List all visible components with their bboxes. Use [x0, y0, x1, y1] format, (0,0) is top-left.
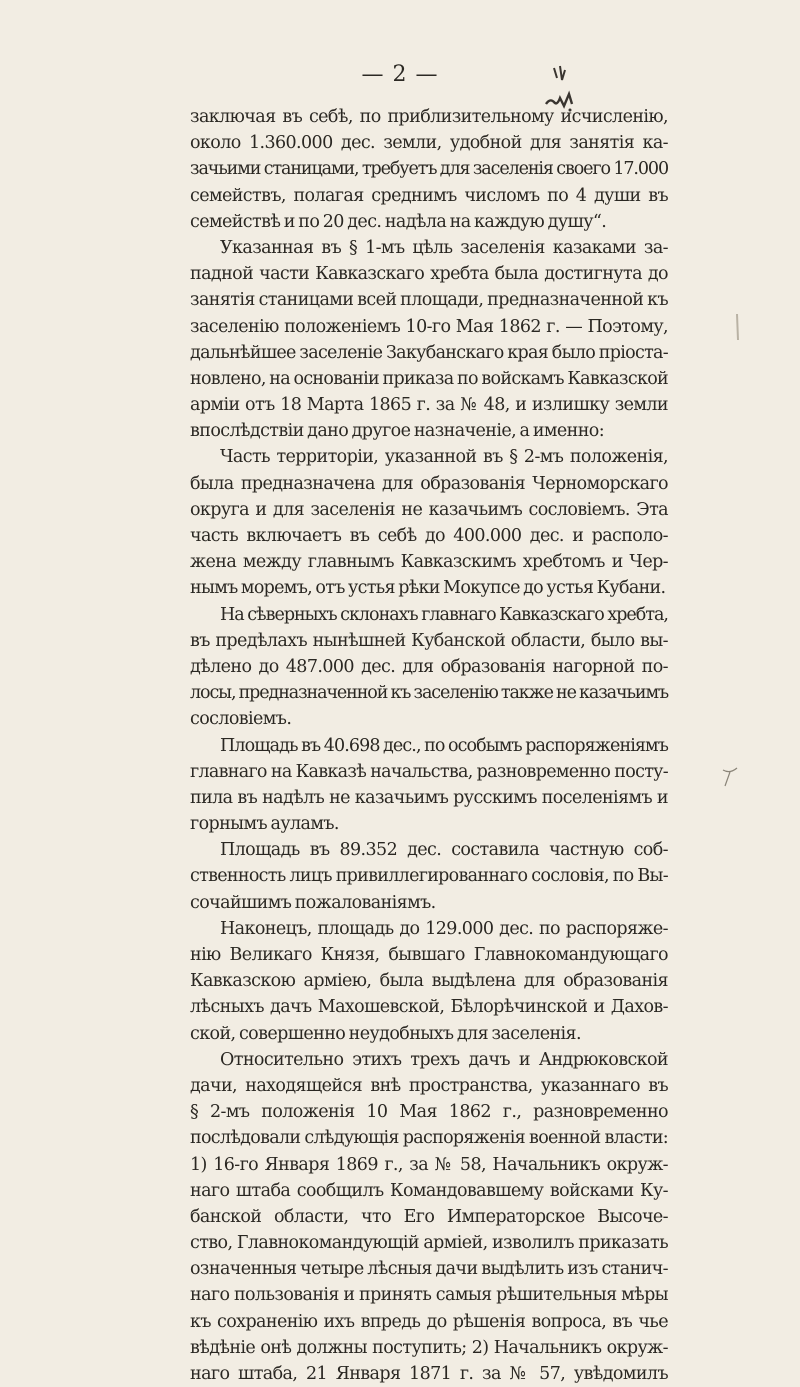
text-line: семействъ, полагая среднимъ числомъ по 4 души въ: [190, 185, 668, 206]
text-line: около 1.360.000 дес. земли, удобной для занятія ка-: [190, 133, 668, 154]
text-line: дальнѣйшее заселеніе Закубанскаго края было пріоста-: [190, 342, 668, 363]
text-line: зачьими станицами, требуетъ для заселенія своего 17.000: [190, 159, 668, 180]
text-line: заключая въ себѣ, по приблизительному исчисленію,: [190, 107, 668, 127]
text-line: Наконецъ, площадь до 129.000 дес. по распоряже-: [220, 918, 668, 939]
text-line: лѣсныхъ дачъ Махошевской, Бѣлорѣчинской и Дахов-: [190, 997, 668, 1018]
text-line: сословіемъ.: [190, 709, 292, 730]
text-line: § 2-мъ положенія 10 Мая 1862 г., разновременно: [190, 1102, 668, 1123]
text-line: означенныя четыре лѣсныя дачи выдѣлить изъ станич-: [190, 1259, 668, 1280]
text-line: На сѣверныхъ склонахъ главнаго Кавказскаго хребта,: [220, 604, 668, 625]
text-line: ство, Главнокомандующій арміей, изволилъ приказать: [190, 1233, 668, 1254]
text-line: была предназначена для образованія Черноморскаго: [190, 473, 668, 494]
text-line: дачи, находящейся внѣ пространства, указаннаго въ: [190, 1075, 668, 1096]
text-line: жена между главнымъ Кавказскимъ хребтомъ и Чер-: [190, 552, 668, 573]
text-line: наго пользованія и принять самыя рѣшительныя мѣры: [190, 1285, 668, 1306]
text-line: впослѣдствіи дано другое назначеніе, а именно:: [190, 421, 605, 442]
text-line: дѣлено до 487.000 дес. для образованія нагорной по-: [190, 656, 668, 677]
text-line: часть включаетъ въ себѣ до 400.000 дес. и располо-: [190, 526, 668, 546]
text-line: главнаго на Кавказѣ начальства, разновременно посту-: [190, 761, 668, 782]
text-line: занятія станицами всей площади, предназначенной къ: [190, 290, 668, 311]
text-line: пила въ надѣлъ не казачьимъ русскимъ поселеніямъ и: [190, 787, 668, 808]
margin-scratch-mark: [733, 312, 741, 342]
text-line: Указанная въ § 1-мъ цѣль заселенія казаками за-: [220, 237, 668, 258]
text-line: арміи отъ 18 Марта 1865 г. за № 48, и излишку земли: [190, 395, 668, 416]
text-line: лосы, предназначенной къ заселенію также не казачьимъ: [190, 683, 668, 704]
text-line: округа и для заселенія не казачьимъ сословіемъ. Эта: [190, 499, 668, 520]
text-line: ской, совершенно неудобныхъ для заселенія.: [190, 1023, 581, 1044]
text-line: ственность лицъ привиллегированнаго сословія, по Вы-: [190, 866, 668, 887]
text-line: нымъ моремъ, отъ устья рѣки Мокупсе до устья Кубани.: [190, 578, 666, 599]
text-line: падной части Кавказскаго хребта была достигнута до: [190, 264, 668, 285]
text-line: Часть территоріи, указанной въ § 2-мъ положенія,: [220, 447, 668, 468]
text-line: Кавказскою арміею, была выдѣлена для образованія: [190, 971, 668, 992]
text-line: наго штаба, 21 Января 1871 г. за № 57, увѣдомилъ: [190, 1364, 668, 1384]
text-line: банской области, что Его Императорское Высоче-: [190, 1206, 668, 1227]
text-line: вѣдѣніе онѣ должны поступить; 2) Начальникъ окруж-: [190, 1337, 668, 1358]
page-number: — 2 —: [361, 62, 439, 87]
text-line: новлено, на основаніи приказа по войскамъ Кавказской: [190, 368, 668, 389]
text-line: въ предѣлахъ нынѣшней Кубанской области, было вы-: [190, 630, 668, 651]
text-line: нію Великаго Князя, бывшаго Главнокомандующаго: [190, 945, 668, 965]
text-line: къ сохраненію ихъ впредь до рѣшенія вопроса, въ чье: [190, 1311, 668, 1332]
text-line: наго штаба сообщилъ Командовавшему войсками Ку-: [190, 1180, 668, 1201]
text-line: Площадь въ 40.698 дес., по особымъ распоряженіямъ: [220, 735, 668, 756]
text-line: сочайшимъ пожалованіямъ.: [190, 892, 436, 913]
document-text-body: [190, 104, 668, 1387]
margin-pencil-mark: [722, 766, 738, 788]
text-line: Площадь въ 89.352 дес. составила частную соб-: [220, 840, 668, 861]
text-line: заселенію положеніемъ 10-го Мая 1862 г. — Поэтому,: [190, 316, 668, 337]
text-line: семействѣ и по 20 дес. надѣла на каждую душу“.: [190, 211, 607, 232]
text-line: Относительно этихъ трехъ дачъ и Андрюковской: [220, 1049, 668, 1070]
text-line: послѣдовали слѣдующія распоряженія военной власти:: [190, 1128, 668, 1149]
text-line: горнымъ ауламъ.: [190, 814, 339, 835]
text-line: 1) 16-го Января 1869 г., за № 58, Начальникъ окруж-: [190, 1154, 668, 1175]
